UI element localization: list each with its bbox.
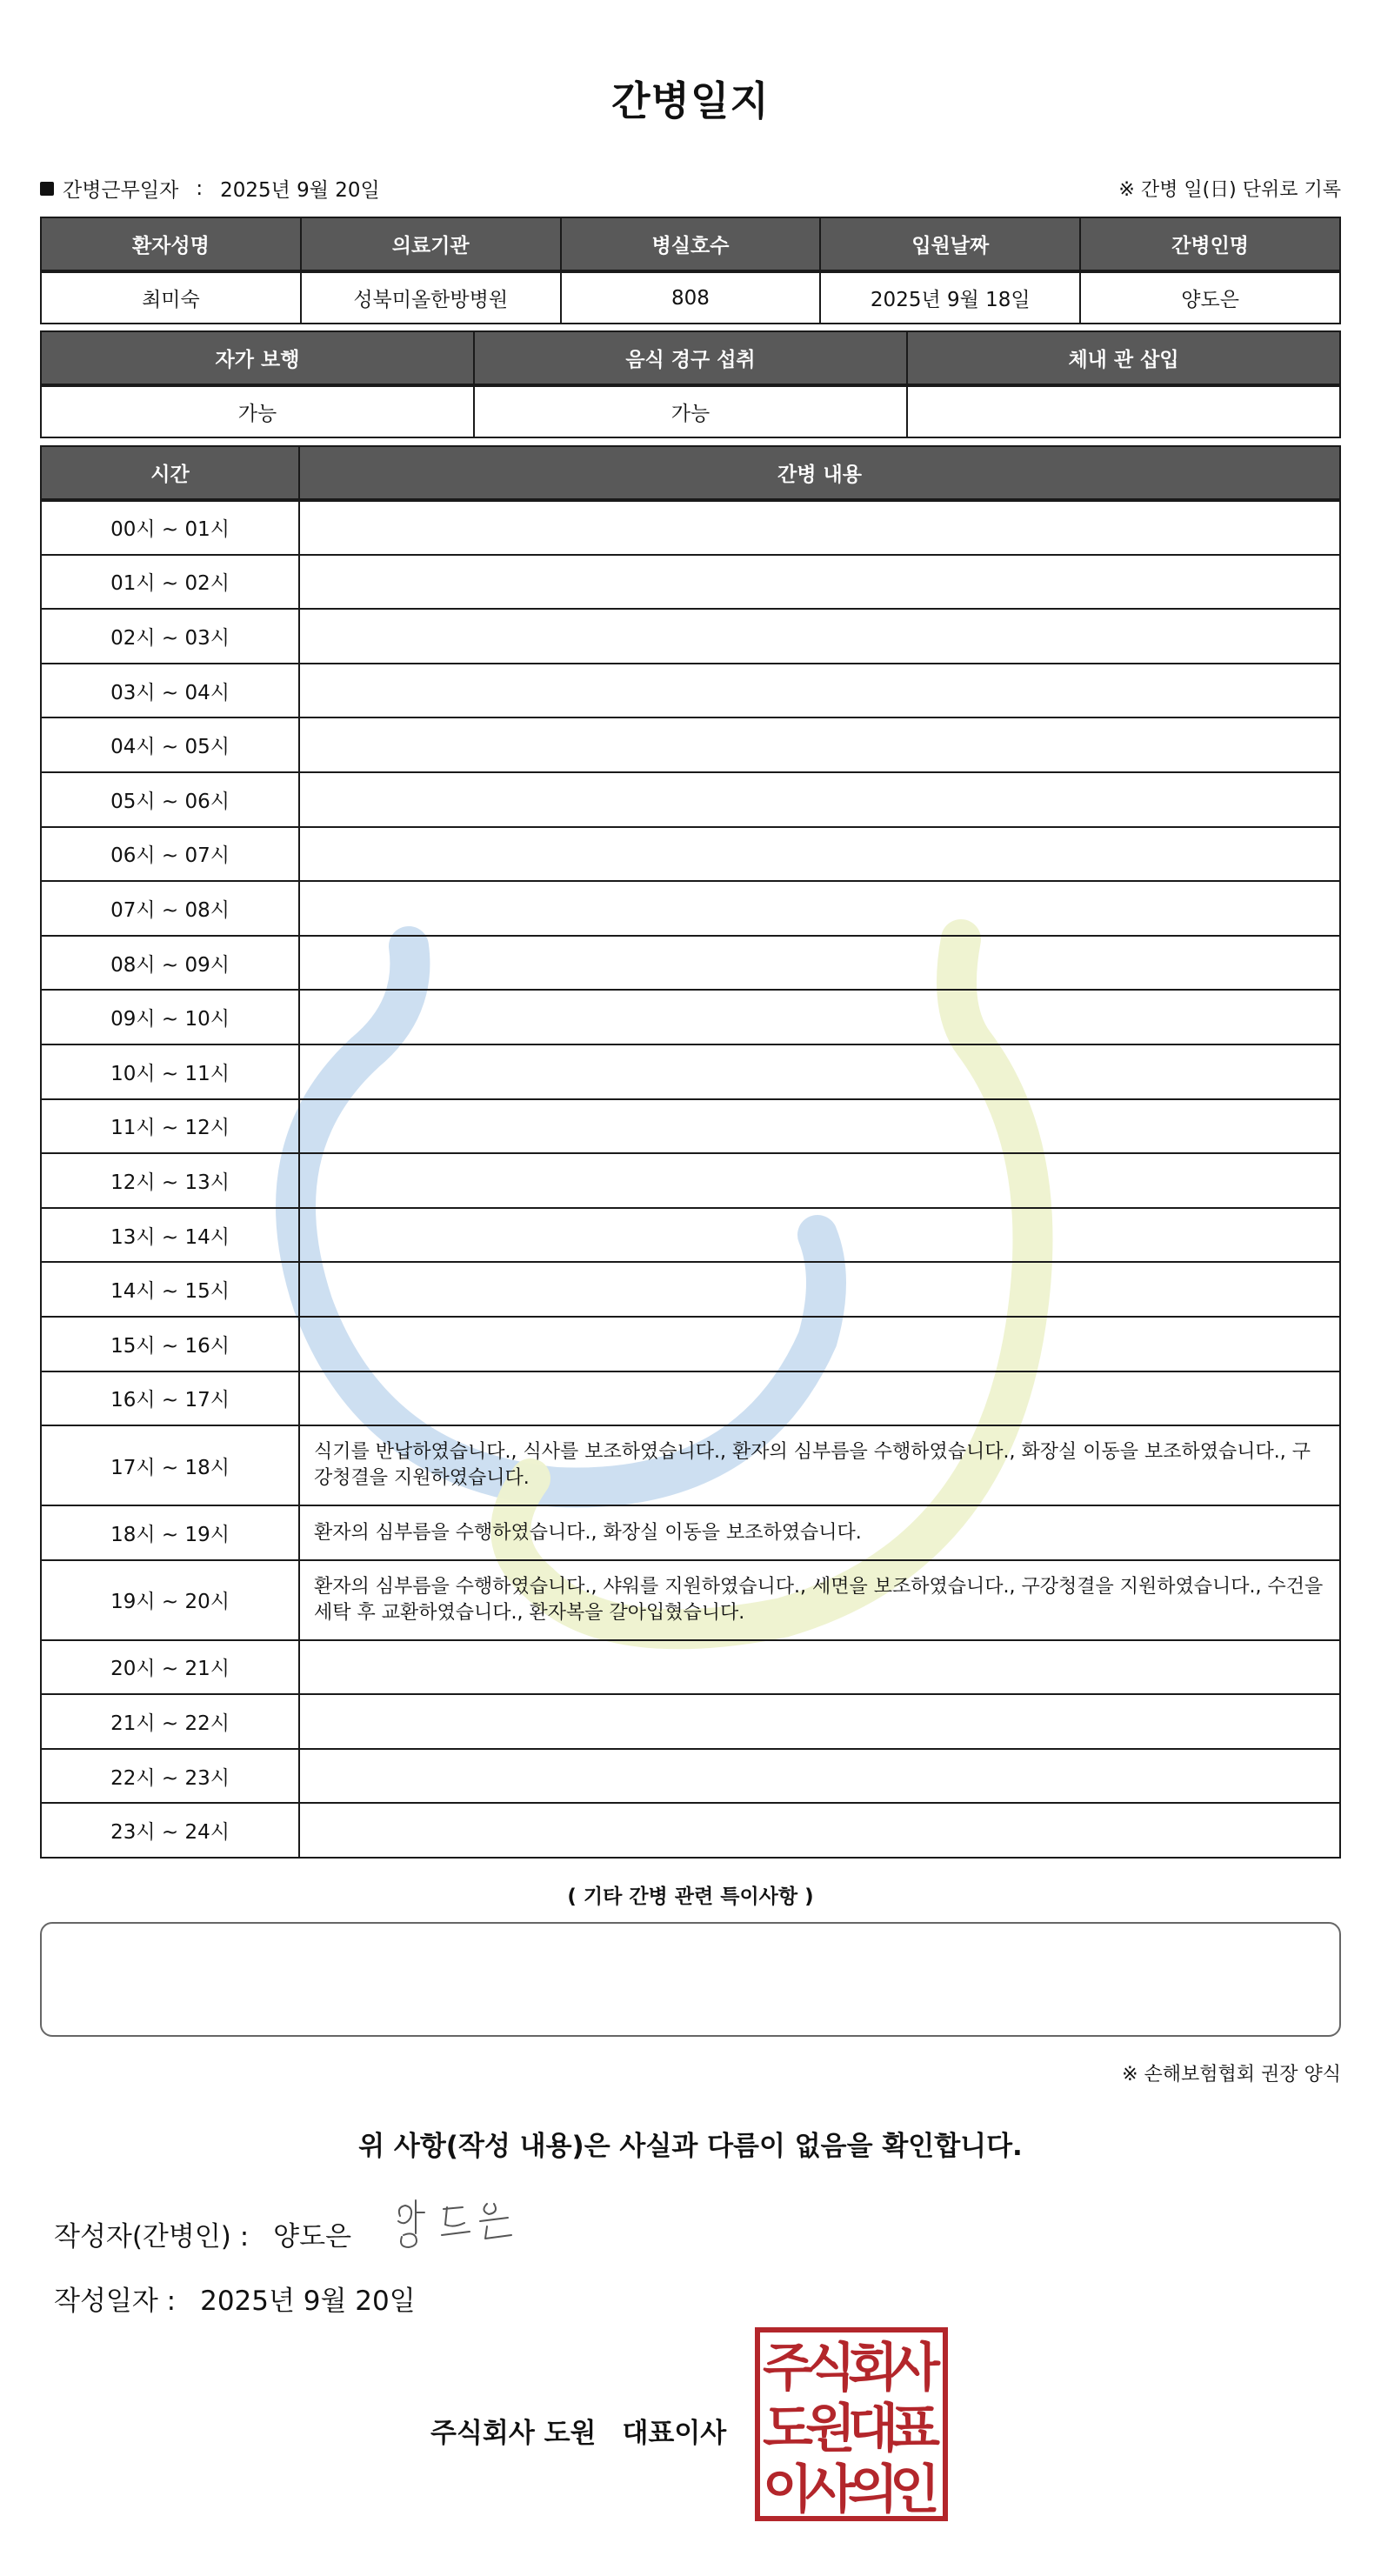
log-time: 01시 ~ 02시 — [41, 555, 299, 610]
header-room: 병실호수 — [561, 217, 821, 271]
log-content — [299, 664, 1340, 718]
header-admission-date: 입원날짜 — [820, 217, 1080, 271]
header-tube-insertion: 체내 관 삽입 — [907, 331, 1340, 385]
log-content — [299, 1208, 1340, 1263]
log-content — [299, 881, 1340, 936]
log-content — [299, 1694, 1340, 1749]
svg-text:의: 의 — [848, 2459, 898, 2520]
log-time: 10시 ~ 11시 — [41, 1044, 299, 1099]
log-time: 07시 ~ 08시 — [41, 881, 299, 936]
log-time: 04시 ~ 05시 — [41, 717, 299, 772]
svg-text:사: 사 — [805, 2459, 856, 2520]
log-time: 23시 ~ 24시 — [41, 1803, 299, 1858]
log-row — [41, 772, 1340, 827]
writer-name: 양도은 — [273, 2221, 352, 2252]
log-row — [41, 1044, 1340, 1099]
log-content — [299, 772, 1340, 827]
log-row — [41, 1371, 1340, 1426]
room-number: 808 — [561, 271, 821, 324]
log-time: 11시 ~ 12시 — [41, 1099, 299, 1154]
written-date-label: 작성일자 : — [54, 2286, 177, 2317]
log-content: 식기를 반납하였습니다., 식사를 보조하였습니다., 환자의 심부름을 수행하였습니다., 화장실 이동을 보조하였습니다., 구강청결을 지원하였습니다. — [299, 1425, 1340, 1505]
log-time: 03시 ~ 04시 — [41, 664, 299, 718]
company-title: 대표이사 — [622, 2418, 727, 2449]
recommend-note: ※ 손해보험협회 권장 양식 — [1122, 2064, 1341, 2085]
writer-label: 작성자(간병인) : — [54, 2221, 250, 2252]
log-row — [41, 664, 1340, 718]
log-time: 08시 ~ 09시 — [41, 936, 299, 991]
work-date-row — [40, 174, 380, 203]
log-time: 02시 ~ 03시 — [41, 609, 299, 664]
caregiver-name: 양도은 — [1080, 271, 1340, 324]
log-time: 21시 ~ 22시 — [41, 1694, 299, 1749]
work-date-sep: : — [196, 177, 203, 200]
log-content — [299, 555, 1340, 610]
work-date-label: 간병근무일자 — [63, 179, 179, 202]
daily-record-note: ※ 간병 일(日) 단위로 기록 — [1118, 179, 1341, 201]
svg-text:대: 대 — [848, 2399, 898, 2459]
log-content — [299, 1317, 1340, 1371]
oral-intake-value: 가능 — [474, 385, 907, 437]
log-time: 18시 ~ 19시 — [41, 1505, 299, 1560]
document-title: 간병일지 — [611, 77, 770, 124]
patient-info-table — [40, 217, 1341, 324]
log-content — [299, 500, 1340, 555]
svg-text:식: 식 — [805, 2338, 856, 2399]
care-log-table — [40, 445, 1341, 1859]
log-row — [41, 1803, 1340, 1858]
log-row — [41, 1153, 1340, 1208]
log-content — [299, 827, 1340, 882]
log-content — [299, 936, 1340, 991]
self-walking-value: 가능 — [41, 385, 474, 437]
svg-text:원: 원 — [805, 2399, 856, 2459]
log-time: 12시 ~ 13시 — [41, 1153, 299, 1208]
log-row — [41, 609, 1340, 664]
confirmation-statement: 위 사항(작성 내용)은 사실과 다름이 없음을 확인합니다. — [358, 2131, 1023, 2162]
log-time: 19시 ~ 20시 — [41, 1560, 299, 1640]
log-content — [299, 1099, 1340, 1154]
svg-text:사: 사 — [890, 2338, 940, 2399]
header-care-content: 간병 내용 — [299, 446, 1340, 500]
log-time: 13시 ~ 14시 — [41, 1208, 299, 1263]
log-row — [41, 500, 1340, 555]
log-row — [41, 827, 1340, 882]
log-row — [41, 1208, 1340, 1263]
log-content — [299, 1640, 1340, 1695]
log-content — [299, 1262, 1340, 1317]
header-patient-name: 환자성명 — [41, 217, 301, 271]
log-content — [299, 990, 1340, 1044]
log-content — [299, 1153, 1340, 1208]
special-notes-title: ( 기타 간병 관련 특이사항 ) — [567, 1885, 814, 1908]
log-row — [41, 990, 1340, 1044]
log-content — [299, 609, 1340, 664]
log-row — [41, 1317, 1340, 1371]
log-time: 15시 ~ 16시 — [41, 1317, 299, 1371]
log-time: 16시 ~ 17시 — [41, 1371, 299, 1426]
log-row — [41, 555, 1340, 610]
admission-date: 2025년 9월 18일 — [820, 271, 1080, 324]
svg-text:회: 회 — [848, 2338, 898, 2399]
log-content: 환자의 심부름을 수행하였습니다., 화장실 이동을 보조하였습니다. — [299, 1505, 1340, 1560]
svg-text:인: 인 — [890, 2459, 940, 2520]
svg-text:표: 표 — [890, 2399, 940, 2459]
log-content — [299, 1044, 1340, 1099]
log-row — [41, 1099, 1340, 1154]
log-time: 06시 ~ 07시 — [41, 827, 299, 882]
header-time: 시간 — [41, 446, 299, 500]
svg-text:이: 이 — [763, 2459, 813, 2520]
writer-row — [54, 2214, 351, 2253]
special-notes-box — [40, 1922, 1341, 2037]
company-row — [430, 2411, 726, 2450]
log-time: 14시 ~ 15시 — [41, 1262, 299, 1317]
log-row — [41, 1505, 1340, 1560]
written-date-row — [54, 2279, 416, 2318]
seal-characters — [763, 2338, 941, 2520]
company-name: 주식회사 도원 — [430, 2418, 597, 2449]
log-content: 환자의 심부름을 수행하였습니다., 샤워를 지원하였습니다., 세면을 보조하였습니다., 구강청결을 지원하였습니다., 수건을 세탁 후 교환하였습니다., 환자복을 갈아입혔습니다. — [299, 1560, 1340, 1640]
patient-name: 최미숙 — [41, 271, 301, 324]
svg-text:주: 주 — [763, 2338, 813, 2399]
header-hospital: 의료기관 — [301, 217, 561, 271]
written-date-value: 2025년 9월 20일 — [200, 2286, 416, 2317]
log-row — [41, 717, 1340, 772]
log-time: 00시 ~ 01시 — [41, 500, 299, 555]
log-time: 20시 ~ 21시 — [41, 1640, 299, 1695]
log-row — [41, 936, 1340, 991]
log-content — [299, 1749, 1340, 1804]
log-row — [41, 1749, 1340, 1804]
log-row — [41, 881, 1340, 936]
header-caregiver-name: 간병인명 — [1080, 217, 1340, 271]
header-self-walking: 자가 보행 — [41, 331, 474, 385]
log-row — [41, 1262, 1340, 1317]
log-row — [41, 1425, 1340, 1505]
work-date-value: 2025년 9월 20일 — [220, 179, 380, 202]
header-oral-intake: 음식 경구 섭취 — [474, 331, 907, 385]
log-row — [41, 1560, 1340, 1640]
log-row — [41, 1694, 1340, 1749]
hospital-name: 성북미올한방병원 — [301, 271, 561, 324]
patient-status-table — [40, 330, 1341, 438]
log-time: 09시 ~ 10시 — [41, 990, 299, 1044]
handwritten-signature — [390, 2192, 537, 2252]
log-time: 17시 ~ 18시 — [41, 1425, 299, 1505]
log-row — [41, 1640, 1340, 1695]
log-time: 05시 ~ 06시 — [41, 772, 299, 827]
tube-insertion-value — [907, 385, 1340, 437]
log-content — [299, 717, 1340, 772]
svg-text:도: 도 — [763, 2399, 813, 2459]
log-content — [299, 1371, 1340, 1426]
log-content — [299, 1803, 1340, 1858]
company-seal-stamp — [754, 2326, 949, 2522]
bullet-square-icon — [40, 182, 54, 196]
log-time: 22시 ~ 23시 — [41, 1749, 299, 1804]
